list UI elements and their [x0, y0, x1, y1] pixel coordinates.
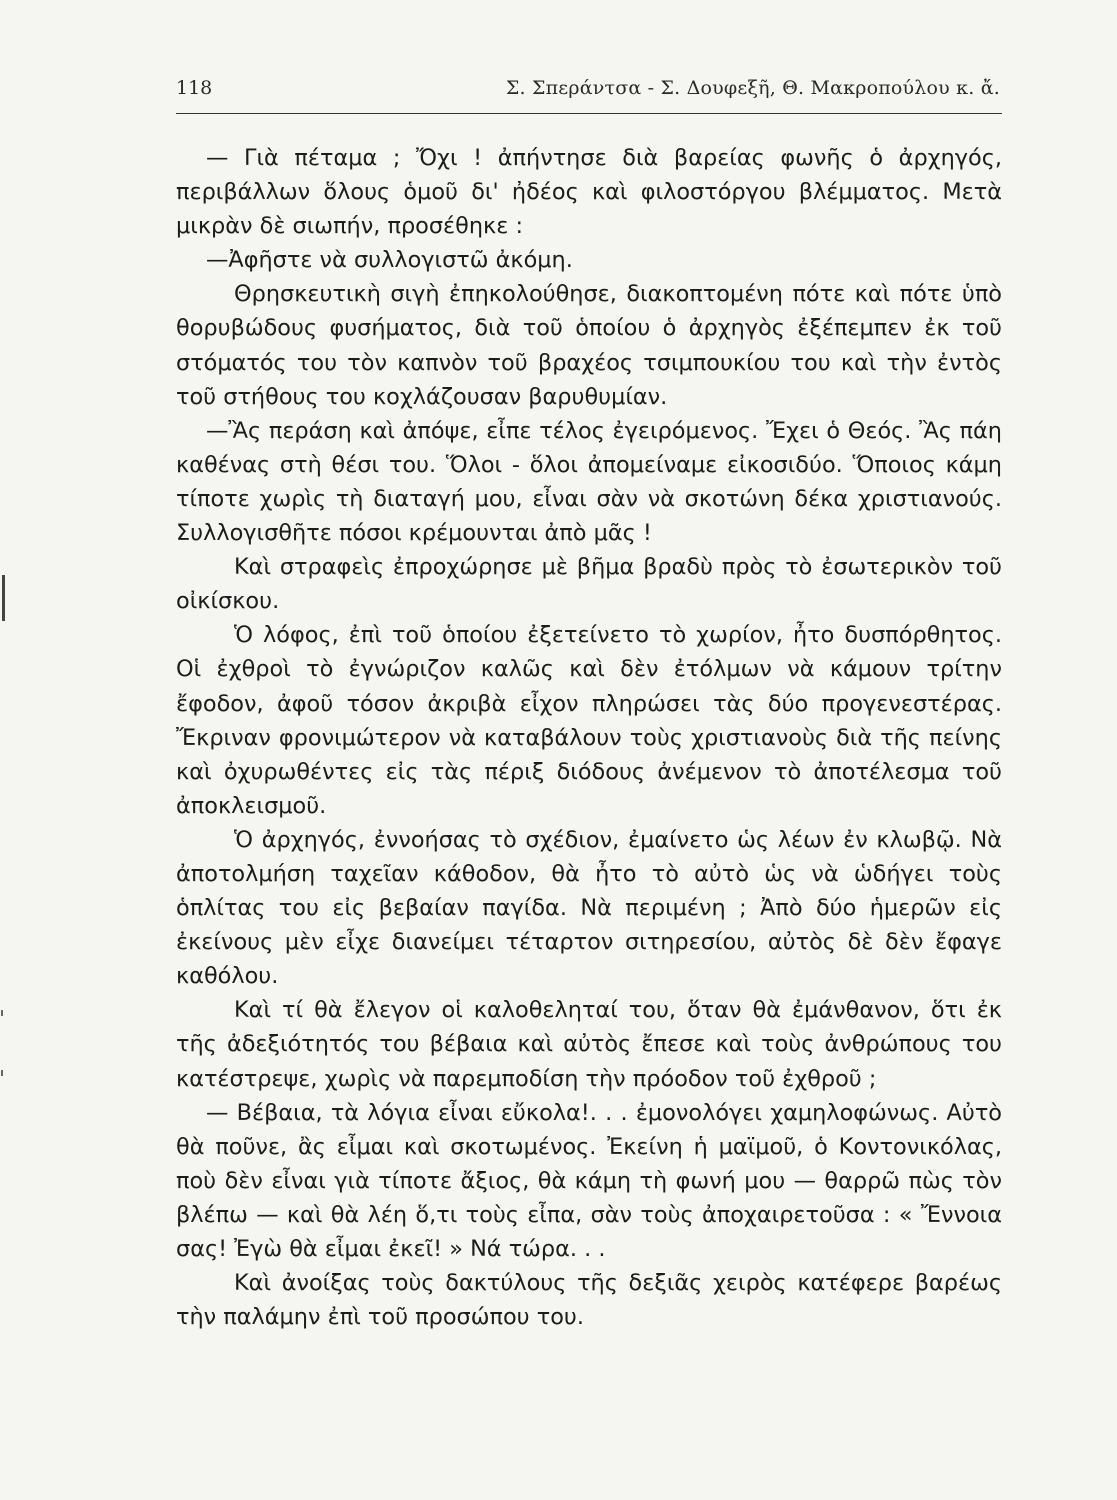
- paragraph: Καὶ στραφεὶς ἐπροχώρησε μὲ βῆμα βραδὺ πρὸς τὸ ἐσωτερικὸν τοῦ οἰκίσκου.: [176, 554, 1002, 615]
- paragraph: — Βέβαια, τὰ λόγια εἶναι εὔκολα!. . . ἐμονολόγει χαμηλοφώνως. Αὐτὸ θὰ ποῦνε, ἂς εἶμαι καὶ σκοτωμένος. Ἐκείνη ἡ μαϊμοῦ, ὁ Κοντονικόλας, ποὺ δὲν εἶναι γιὰ τίποτε ἄξιος, θὰ κάμη τὴ φωνή μου — θαρρῶ πὼς τὸν βλέπω — καὶ θὰ λέη ὅ,τι τοὺς εἶπα, σὰν τοὺς ἀποχαιρετοῦσα : « Ἔννοια σας! Ἐγὼ θὰ εἶμαι ἐκεῖ! » Νά τώρα. . .: [176, 1099, 1002, 1262]
- paragraph: Θρησκευτικὴ σιγὴ ἐπηκολούθησε, διακοπτομένη πότε καὶ πότε ὑπὸ θορυβώδους φυσήματος, διὰ τοῦ ὁποίου ὁ ἀρχηγὸς ἐξέπεμπεν ἐκ τοῦ στόματός του τὸν καπνὸν τοῦ βραχέος τσιμπουκίου του καὶ τὴν ἐντὸς τοῦ στήθους του κοχλάζουσαν βαρυθυμίαν.: [176, 281, 1002, 410]
- running-title: Σ. Σπεράντσα - Σ. Δουφεξῆ, Θ. Μακροπούλου κ. ἄ.: [505, 77, 1000, 99]
- paragraph: Ὁ ἀρχηγός, ἐννοήσας τὸ σχέδιον, ἐμαίνετο ὡς λέων ἐν κλωβῷ. Νὰ ἀποτολμήση ταχεῖαν κάθοδον, θὰ ἦτο τὸ αὐτὸ ὡς νὰ ὡδήγει τοὺς ὁπλίτας του εἰς βεβαίαν παγίδα. Νὰ περιμένη ; Ἀπὸ δύο ἡμερῶν εἰς ἐκείνους μὲν εἶχε διανείμει τέταρτον σιτηρεσίου, αὐτὸς δὲ δὲν ἔφαγε καθόλου.: [176, 826, 1002, 990]
- scan-speck: [1, 1070, 3, 1076]
- page-number: 118: [176, 77, 213, 99]
- paragraph: Καὶ ἀνοίξας τοὺς δακτύλους τῆς δεξιᾶς χειρὸς κατέφερε βαρέως τὴν παλάμην ἐπὶ τοῦ προσώπου του.: [176, 1270, 1002, 1331]
- paragraph: —Ἂς περάση καὶ ἀπόψε, εἶπε τέλος ἐγειρόμενος. Ἔχει ὁ Θεός. Ἂς πάη καθένας στὴ θέσι του. Ὅλοι - ὅλοι ἀπομείναμε εἰκοσιδύο. Ὅποιος κάμη τίποτε χωρὶς τὴ διαταγή μου, εἶναι σὰν νὰ σκοτώνη δέκα χριστιανούς. Συλλογισθῆτε πόσοι κρέμουνται ἀπὸ μᾶς !: [176, 417, 1002, 547]
- paragraph: Καὶ τί θὰ ἔλεγον οἱ καλοθεληταί του, ὅταν θὰ ἐμάνθανον, ὅτι ἐκ τῆς ἀδεξιότητός του βέβαια καὶ αὐτὸς ἔπεσε καὶ τοὺς ἀνθρώπους του κατέστρεψε, χωρὶς νὰ παρεμποδίση τὴν πρόοδον τοῦ ἐχθροῦ ;: [176, 997, 1002, 1092]
- paragraph: —Ἀφῆστε νὰ συλλογιστῶ ἀκόμη.: [206, 247, 573, 274]
- scan-speck: [1, 1010, 3, 1016]
- scan-speck: [2, 575, 5, 621]
- paragraph: Ὁ λόφος, ἐπὶ τοῦ ὁποίου ἐξετείνετο τὸ χωρίον, ἦτο δυσπόρθητος. Οἱ ἐχθροὶ τὸ ἐγνώριζον καλῶς καὶ δὲν ἐτόλμων νὰ κάμουν τρίτην ἔφοδον, ἀφοῦ τόσον ἀκριβὰ εἶχον πληρώσει τὰς δύο προγενεστέρας. Ἔκριναν φρονιμώτερον νὰ καταβάλουν τοὺς χριστιανοὺς διὰ τῆς πείνης καὶ ὀχυρωθέντες εἰς τὰς πέριξ διόδους ἀνέμενον τὸ ἀποτέλεσμα τοῦ ἀποκλεισμοῦ.: [176, 622, 1002, 819]
- paragraph: — Γιὰ πέταμα ; Ὄχι ! ἀπήντησε διὰ βαρείας φωνῆς ὁ ἀρχηγός, περιβάλλων ὅλους ὁμοῦ δι' ἠδέος καὶ φιλοστόργου βλέμματος. Μετὰ μικρὰν δὲ σιωπήν, προσέθηκε :: [176, 145, 1002, 240]
